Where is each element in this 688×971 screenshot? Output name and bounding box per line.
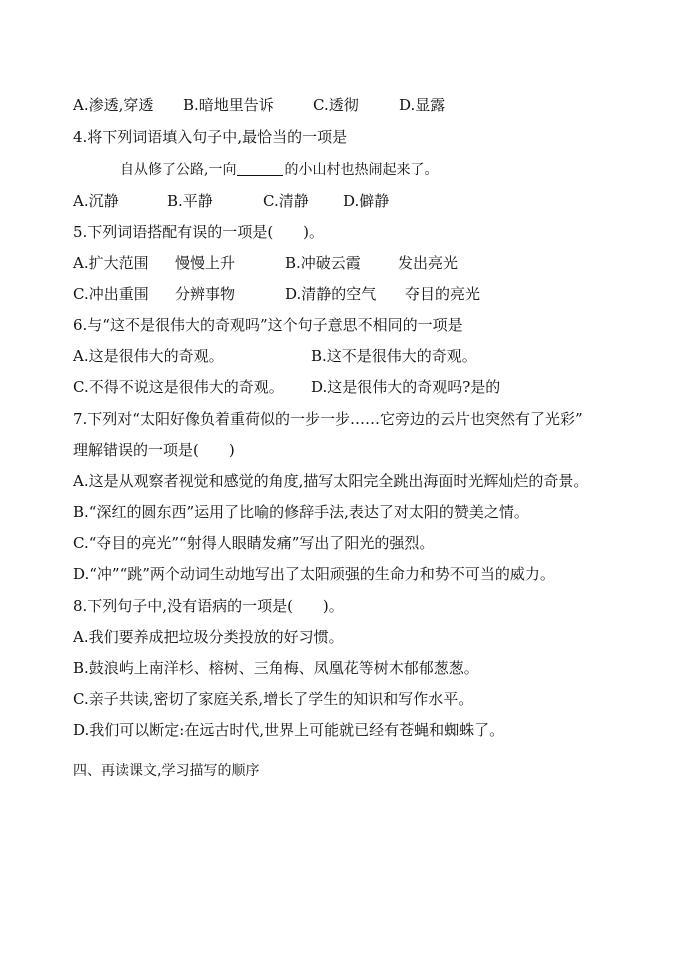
q6-option-b: B.这不是很伟大的奇观。 bbox=[311, 347, 477, 365]
q7-option-d: D.“冲”“跳”两个动词生动地写出了太阳顽强的生命力和势不可当的威力。 bbox=[73, 565, 555, 583]
q5-row1 bbox=[73, 253, 458, 273]
q3-options bbox=[73, 95, 445, 115]
q4-sentence bbox=[120, 160, 438, 180]
q5-option-d: D.清静的空气 bbox=[285, 285, 377, 303]
q8-option-a: A.我们要养成把垃圾分类投放的好习惯。 bbox=[73, 628, 344, 646]
q5-option-b: B.冲破云霞 bbox=[285, 254, 361, 272]
q4-blank bbox=[237, 161, 283, 176]
q3-option-a: A.渗透,穿透 bbox=[73, 96, 154, 114]
section4-heading: 四、再读课文,学习描写的顺序 bbox=[73, 763, 260, 779]
q6-option-d: D.这是很伟大的奇观吗?是的 bbox=[311, 378, 501, 396]
q8-option-b: B.鼓浪屿上南洋杉、榕树、三角梅、凤凰花等树木郁郁葱葱。 bbox=[73, 659, 479, 677]
q4-option-d: D.僻静 bbox=[343, 192, 390, 210]
q5-option-c2: 分辨事物 bbox=[175, 285, 236, 303]
q8-option-d: D.我们可以断定:在远古时代,世界上可能就已经有苍蝇和蜘蛛了。 bbox=[73, 721, 505, 739]
q3-option-b: B.暗地里告诉 bbox=[183, 96, 274, 114]
q5-stem: 5.下列词语搭配有误的一项是( )。 bbox=[73, 223, 325, 241]
q7-stem-line2: 理解错误的一项是( ) bbox=[73, 441, 235, 459]
q5-option-c: C.冲出重围 bbox=[73, 285, 149, 303]
q6-row2 bbox=[73, 377, 500, 397]
q5-row2 bbox=[73, 284, 480, 304]
q4-options bbox=[73, 191, 389, 211]
q7-option-c: C.“夺目的亮光”“射得人眼睛发痛”写出了阳光的强烈。 bbox=[73, 534, 435, 552]
q5-option-d2: 夺目的亮光 bbox=[405, 285, 481, 303]
q4-sentence-before: 自从修了公路,一向 bbox=[120, 162, 237, 178]
q5-option-b2: 发出亮光 bbox=[398, 254, 459, 272]
q3-option-d: D.显露 bbox=[399, 96, 446, 114]
q7-option-a: A.这是从观察者视觉和感觉的角度,描写太阳完全跳出海面时光辉灿烂的奇景。 bbox=[73, 472, 589, 490]
q8-option-c: C.亲子共读,密切了家庭关系,增长了学生的知识和写作水平。 bbox=[73, 690, 474, 708]
q6-option-a: A.这是很伟大的奇观。 bbox=[73, 347, 224, 365]
q8-stem: 8.下列句子中,没有语病的一项是( )。 bbox=[73, 597, 344, 615]
q4-stem: 4.将下列词语填入句子中,最恰当的一项是 bbox=[73, 128, 348, 146]
q7-stem-line1: 7.下列对“太阳好像负着重荷似的一步一步……它旁边的云片也突然有了光彩” bbox=[73, 410, 583, 428]
q6-row1 bbox=[73, 346, 477, 366]
q6-stem: 6.与“这不是很伟大的奇观吗”这个句子意思不相同的一项是 bbox=[73, 316, 463, 334]
q5-option-a2: 慢慢上升 bbox=[175, 254, 236, 272]
q5-option-a: A.扩大范围 bbox=[73, 254, 149, 272]
q4-option-b: B.平静 bbox=[167, 192, 213, 210]
q7-option-b: B.“深红的圆东西”运用了比喻的修辞手法,表达了对太阳的赞美之情。 bbox=[73, 503, 529, 521]
q4-sentence-after: 的小山村也热闹起来了。 bbox=[284, 162, 439, 178]
q4-option-c: C.清静 bbox=[263, 192, 309, 210]
q3-option-c: C.透彻 bbox=[313, 96, 359, 114]
q4-option-a: A.沉静 bbox=[73, 192, 119, 210]
q6-option-c: C.不得不说这是很伟大的奇观。 bbox=[73, 378, 284, 396]
